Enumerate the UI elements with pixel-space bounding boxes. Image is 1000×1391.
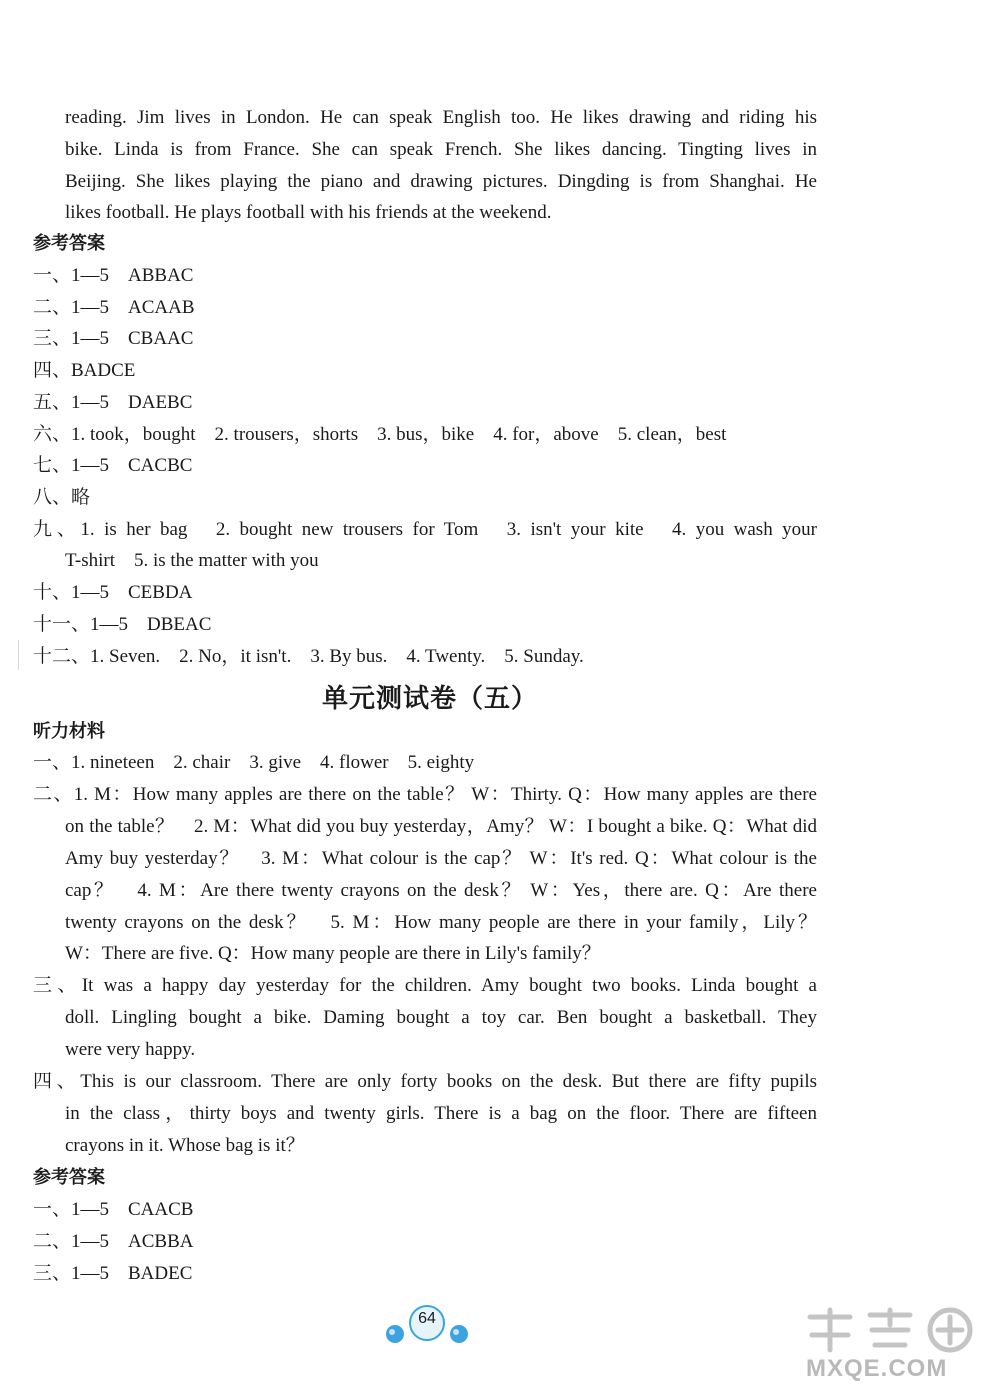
listening-line: cap？ 4. M：Are there twenty crayons on the desk？ W：Yes，there are. Q：Are there [65, 880, 817, 901]
listening-line: 一、1. nineteen 2. chair 3. give 4. flower 5. eighty [33, 752, 475, 773]
listening-line: crayons in it. Whose bag is it？ [65, 1135, 305, 1156]
answer-line: T-shirt 5. is the matter with you [65, 550, 319, 571]
answer-line: 九、1. is her bag 2. bought new trousers for Tom 3. isn't your kite 4. you wash your [33, 519, 817, 540]
watermark-text: MXQE.COM [806, 1355, 948, 1382]
answer-line: 一、1—5 ABBAC [33, 265, 194, 286]
listening-line: in the class，thirty boys and twenty girls. There is a bag on the floor. There are fifteen [65, 1103, 817, 1124]
answer-line: 六、1. took，bought 2. trousers，shorts 3. bus，bike 4. for，above 5. clean，best [33, 424, 727, 445]
listening-line: doll. Lingling bought a bike. Daming bought a toy car. Ben bought a basketball. They [65, 1007, 817, 1028]
answer-line: 四、BADCE [33, 360, 136, 381]
answers-heading: 参考答案 [33, 233, 105, 254]
answer-line: 三、1—5 BADEC [33, 1263, 193, 1284]
answer-line: 五、1—5 DAEBC [33, 392, 193, 413]
listening-heading: 听力材料 [33, 721, 105, 742]
answer-line: 八、略 [33, 487, 91, 508]
answer-line: 十一、1—5 DBEAC [33, 614, 212, 635]
listening-line: W：There are five. Q：How many people are there in Lily's family？ [65, 943, 601, 964]
listening-line: were very happy. [65, 1039, 196, 1060]
passage-line: reading. Jim lives in London. He can speak English too. He likes drawing and riding his [65, 107, 817, 128]
unit-title: 单元测试卷（五） [321, 684, 538, 714]
answers-heading: 参考答案 [33, 1167, 105, 1188]
answer-line: 十、1—5 CEBDA [33, 582, 193, 603]
listening-line: 三、It was a happy day yesterday for the children. Amy bought two books. Linda bought a [33, 975, 817, 996]
answer-line: 一、1—5 CAACB [33, 1199, 194, 1220]
listening-line: on the table？ 2. M：What did you buy yesterday，Amy？ W：I bought a bike. Q：What did [65, 816, 817, 837]
answer-line: 十二、1. Seven. 2. No，it isn't. 3. By bus. 4. Twenty. 5. Sunday. [33, 646, 584, 667]
answer-line: 七、1—5 CACBC [33, 455, 193, 476]
listening-line: 四、This is our classroom. There are only forty books on the desk. But there are fifty pupils [33, 1071, 817, 1092]
listening-line: twenty crayons on the desk？ 5. M：How many people are there in your family，Lily？ [65, 912, 817, 933]
listening-line: 二、1. M：How many apples are there on the table？ W：Thirty. Q：How many apples are there [33, 784, 817, 805]
page-number: 64 [418, 1310, 436, 1327]
passage-line: Beijing. She likes playing the piano and drawing pictures. Dingding is from Shanghai. He [65, 171, 817, 192]
passage-line: bike. Linda is from France. She can speak French. She likes dancing. Tingting lives in [65, 139, 817, 160]
listening-line: Amy buy yesterday？ 3. M：What colour is the cap？ W：It's red. Q：What colour is the [65, 848, 817, 869]
answer-line: 二、1—5 ACAAB [33, 297, 195, 318]
answer-line: 二、1—5 ACBBA [33, 1231, 194, 1252]
page-edge-mark [18, 640, 19, 670]
passage-line: likes football. He plays football with his friends at the weekend. [65, 202, 552, 223]
answer-line: 三、1—5 CBAAC [33, 328, 194, 349]
